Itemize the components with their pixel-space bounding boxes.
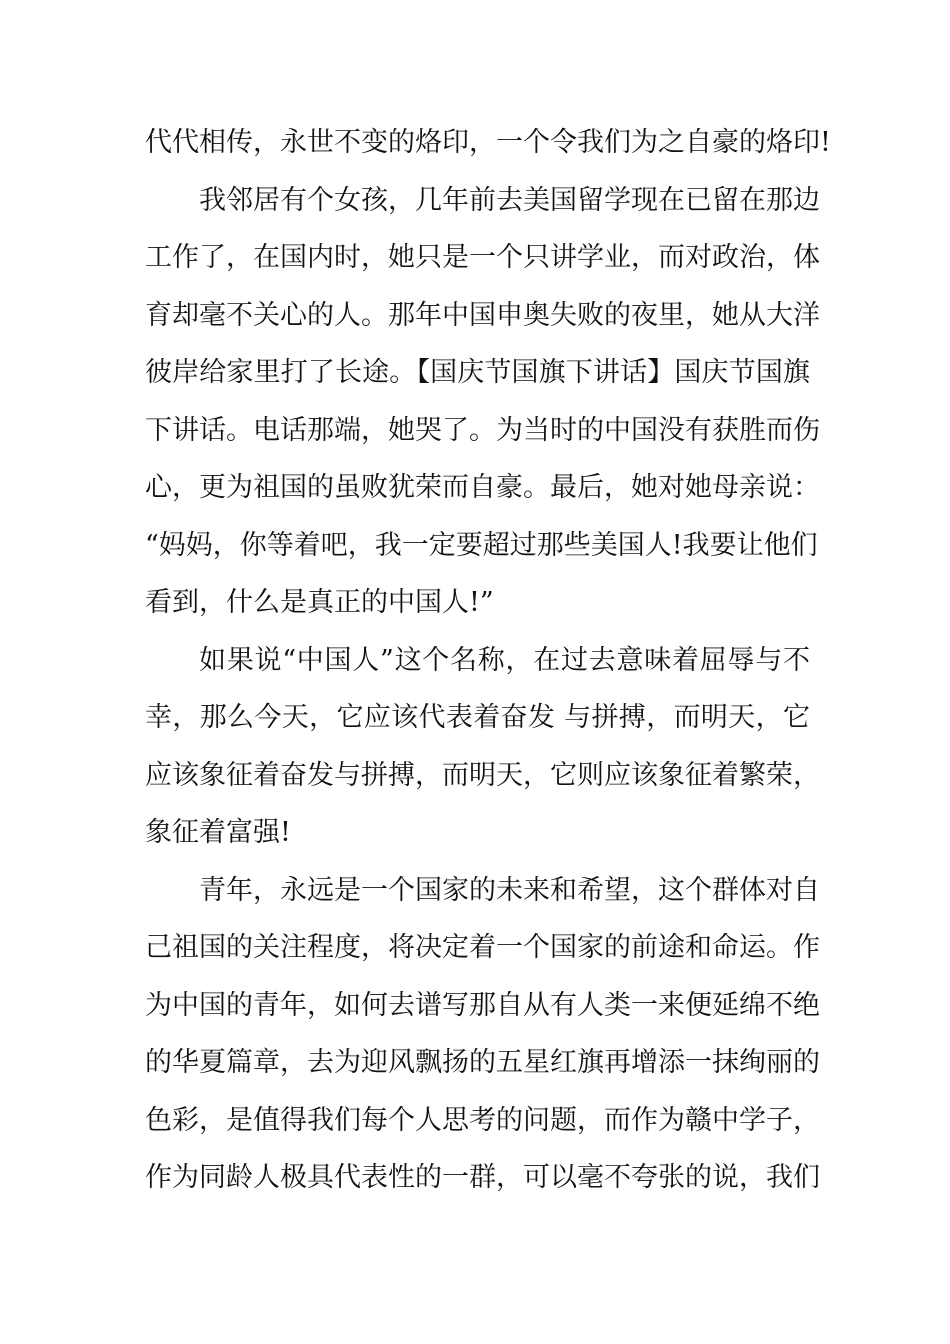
text-line: 为中国的青年，如何去谱写那自从有人类一来便延绵不绝 (145, 989, 820, 1021)
text-line: 色彩，是值得我们每个人思考的问题，而作为赣中学子， (145, 1104, 820, 1136)
text-line: 幸，那么今天，它应该代表着奋发 与拼搏，而明天，它 (145, 702, 810, 733)
text-line: “妈妈，你等着吧，我一定要超过那些美国人!我要让他们 (145, 529, 818, 561)
paragraph-4 (145, 862, 820, 1207)
text-line: 彼岸给家里打了长途。【国庆节国旗下讲话】国庆节国旗 (145, 357, 810, 388)
text-line: 心，更为祖国的虽败犹荣而自豪。最后，她对她母亲说： (145, 472, 820, 503)
text-line: 工作了，在国内时，她只是一个只讲学业，而对政治，体 (145, 242, 820, 273)
text-line: 作为同龄人极具代表性的一群，可以毫不夸张的说，我们 (145, 1162, 820, 1193)
text-line: 青年，永远是一个国家的未来和希望，这个群体对自 (199, 874, 820, 906)
text-line: 象征着富强! (145, 817, 291, 848)
paragraph-3 (145, 632, 820, 862)
text-line: 如果说“中国人”这个名称，在过去意味着屈辱与不 (199, 644, 810, 676)
text-line: 的华夏篇章，去为迎风飘扬的五星红旗再增添一抹绚丽的 (145, 1047, 820, 1078)
document-body (145, 114, 831, 1207)
text-line: 己祖国的关注程度，将决定着一个国家的前途和命运。作 (145, 932, 820, 963)
paragraph-1 (145, 114, 831, 172)
text-line: 育却毫不关心的人。那年中国申奥失败的夜里，她从大洋 (145, 299, 820, 331)
text-line: 看到，什么是真正的中国人!” (145, 587, 494, 618)
paragraph-2 (145, 172, 820, 632)
text-line: 代代相传，永世不变的烙印，一个令我们为之自豪的烙印! (145, 127, 831, 158)
text-line: 应该象征着奋发与拼搏，而明天，它则应该象征着繁荣， (145, 759, 820, 791)
text-line: 下讲话。电话那端，她哭了。为当时的中国没有获胜而伤 (145, 414, 820, 446)
text-line: 我邻居有个女孩，几年前去美国留学现在已留在那边 (199, 184, 820, 216)
